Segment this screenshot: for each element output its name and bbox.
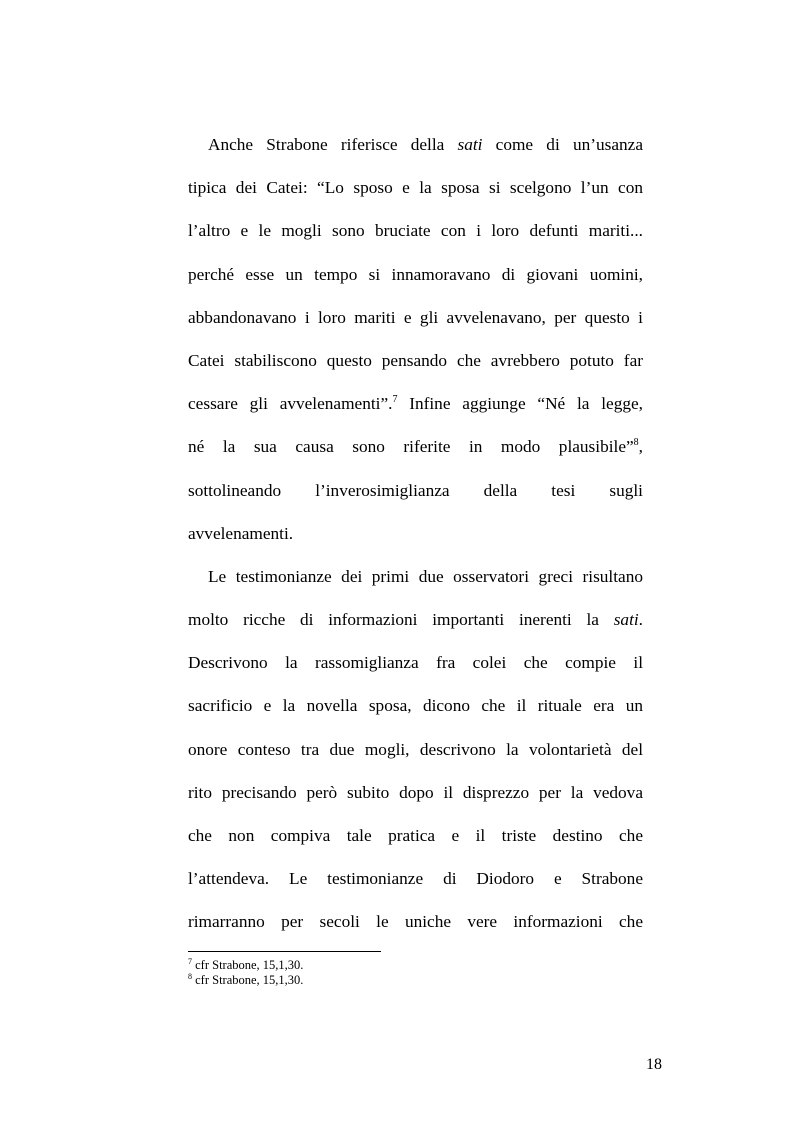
footnote-separator	[188, 951, 381, 952]
body-text	[188, 123, 643, 944]
footnotes	[188, 958, 643, 988]
footnote-text: cfr Strabone, 15,1,30.	[192, 958, 304, 972]
paragraph-2-line-4: sacrificio e la novella sposa, dicono che il rituale era un	[188, 696, 643, 716]
paragraph-1-line-9: sottolineando l’inverosimiglianza della tesi sugli	[188, 480, 643, 500]
footnote-text: cfr Strabone, 15,1,30.	[192, 973, 304, 987]
footnote-ref-7[interactable]: 7	[392, 394, 398, 406]
paragraph-2-line-5: onore conteso tra due mogli, descrivono la volontarietà del	[188, 739, 643, 759]
footnote-mark: 7	[188, 957, 192, 966]
paragraph-2-line-7: che non compiva tale pratica e il triste destino che	[188, 826, 643, 845]
paragraph-2-line-2: molto ricche di informazioni importanti inerenti la sati.	[188, 610, 643, 630]
paragraph-1-line-5: abbandonavano i loro mariti e gli avvelenavano, per questo i	[188, 307, 643, 327]
paragraph-1-line-7: cessare gli avvelenamenti”.$^7$ Infine aggiunge “Né la legge,	[188, 394, 643, 414]
paragraph-1-line-2: tipica dei Catei: “Lo sposo e la sposa si scelgono l’un con	[188, 178, 643, 198]
footnote-ref-8[interactable]: 8	[633, 437, 639, 449]
paragraph-2-line-8: l’attendeva. Le testimonianze di Diodoro e Strabone	[188, 869, 643, 889]
italic-term: sati	[457, 135, 483, 154]
paragraph-1-line-3: l’altro e le mogli sono bruciate con i loro defunti mariti...	[188, 221, 643, 241]
paragraph-1-line-10: avvelenamenti.	[188, 523, 294, 543]
paragraph-1-line-6: Catei stabiliscono questo pensando che avrebbero potuto far	[188, 350, 643, 370]
paragraph-2-line-1: Le testimonianze dei primi due osservatori greci risultano	[208, 566, 643, 586]
footnote-8	[188, 973, 643, 988]
paragraph-1-line-8: né la sua causa sono riferite in modo plausibile”$^8$,	[188, 437, 643, 457]
paragraph-2-line-9: rimarranno per secoli le uniche vere informazioni che	[188, 912, 643, 932]
paragraph-2-line-6: rito precisando però subito dopo il disprezzo per la vedova	[188, 782, 643, 802]
paragraph-1-line-1: Anche Strabone riferisce della sati come di un’usanza	[208, 135, 643, 154]
footnote-mark: 8	[188, 972, 192, 981]
page-number: 18	[646, 1056, 662, 1073]
paragraph-1-line-4: perché esse un tempo si innamoravano di giovani uomini,	[188, 264, 643, 284]
footnote-7	[188, 958, 643, 973]
italic-term: sati	[613, 610, 639, 630]
paragraph-2-line-3: Descrivono la rassomiglianza fra colei che compie il	[188, 653, 643, 673]
